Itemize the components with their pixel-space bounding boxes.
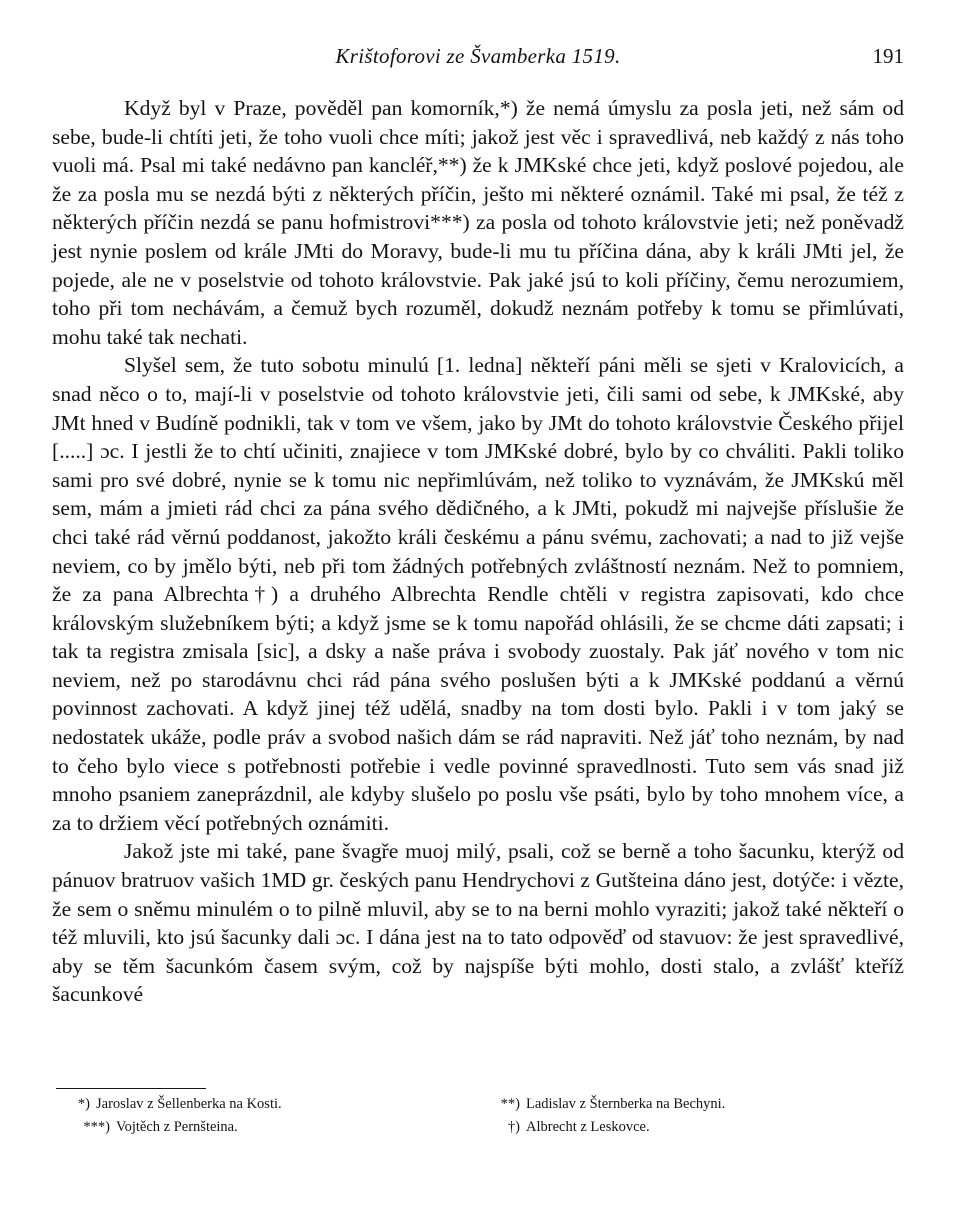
footnotes	[52, 1093, 904, 1139]
footnote-1	[52, 1093, 478, 1116]
footnote-text: Ladislav z Šternberka na Bechyni.	[526, 1096, 726, 1112]
paragraph-2: Slyšel sem, že tuto sobotu minulú [1. ledna] někteří páni měli se sjeti v Kralovicích, a snad něco o to, mají-li v poselstvie od tohoto královstvie jeti, čili sami od sebe, k JMKské, aby JMt hned v Budíně podnikli, tak v tom ve všem, jako by JMt do tohoto královstvie Českého přijel [.....] ɔc. I jestli že to chtí učiniti, znajiece v tom JMKské dobré, bylo by co chváliti. Pakli toliko sami pro své dobré, nynie se k tomu nic nepřimlúvám, než toliko to vyznávám, že JMKskú měl sem, mám a jmieti rád chci za pána svého dědičného, a k JMti, pokudž mi najvejše příslušie že chci také rád věrnú poddanost, jakožto králi českému a pánu svému, zachovati; a nad to již vejše neviem, co by jmělo býti, neb při tom žádných potřebných zvláštností neznám. Než to pomniem, že za pana Albrechta†) a druhého Albrechta Rendle chtěli v registra zapisovati, kdo chce královským služebníkem býti; a když jsme se k tomu napořád ohlásili, že se chcme dáti zapsati; i tak ta registra zmisala [sic], a dsky a naše práva i svobody zuostaly. Pak jáť nového v tom nic neviem, než po starodávnu chci rád pána svého poslušen býti a k JMKské poddanú a věrnú povinnost zachovati. A když jinej též udělá, snadby na tom dosti bylo. Pakli i v tom jaký se nedostatek ukáže, podle práv a svobod našich dám se rád napraviti. Než jáť toho neznám, by nad to čeho bylo viece s potřebnosti potřebie i vedle povinné spravedlnosti. Tuto sem vás snad již mnoho psaniem zaneprázdnil, ale kdyby slušelo po poslu vše psáti, bylo by toho mnohem více, a za to držiem věcí potřebných oznámiti.	[52, 353, 904, 835]
footnote-mark: †)	[507, 1119, 520, 1135]
footnote-mark: **)	[500, 1096, 520, 1112]
running-title: Krištoforovi ze Švamberka 1519.	[335, 44, 621, 68]
footnote-mark: ***)	[83, 1119, 110, 1135]
footnote-text: Jaroslav z Šellenberka na Kosti.	[96, 1096, 282, 1112]
footnote-3	[52, 1116, 478, 1139]
paragraph-3: Jakož jste mi také, pane švagře muoj milý, psali, což se berně a toho šacunku, kterýž od pánuov bratruov vašich 1MD gr. českých panu Hendrychovi z Gutšteina dáno jest, dotýče: i vězte, že sem o sněmu minulém o to pilně mluvil, aby se to na berni mohlo vyraziti; jakož také někteří o též mluvili, kto jsú šacunky dali ɔc. I dána jest na to tato odpověď od stavuov: že jest spravedlivé, aby se těm šacunkóm časem svým, což by najspíše býti mohlo, dosti stalo, a zvlášť kteříž šacunkové	[52, 839, 904, 1007]
footnote-row	[52, 1116, 904, 1139]
page-number: 191	[872, 44, 904, 68]
footnote-2	[478, 1093, 904, 1116]
footnote-row	[52, 1093, 904, 1116]
paragraph-1: Když byl v Praze, pověděl pan komorník,*) že nemá úmyslu za posla jeti, než sám od sebe, bude-li chtíti jeti, že toho vuoli chce míti; jakož jest věc i spravedlivá, neb každý z nás toho vuoli má. Psal mi také nedávno pan kancléř,**) že k JMKské chce jeti, když poslové pojedou, ale že za posla mu se nezdá býti z některých příčin, ješto mi některé oznámil. Také mi psal, že též z některých příčin nezdá se panu hofmistrovi***) za posla od tohoto královstvie jeti; než poněvadž jest nynie poslem od krále JMti do Moravy, bude-li mu tu příčina dána, aby k králi JMti jel, že pojede, ale ne v poselstvie od tohoto královstvie. Pak jaké jsú to koli příčiny, čemu nerozumiem, toho při tom nechávám, a čemuž bych rozuměl, dokudž neznám potřeby k tomu se přimlúvati, mohu také tak nechati.	[52, 96, 904, 349]
main-text	[52, 94, 904, 1009]
footnote-divider	[56, 1088, 206, 1089]
footnote-mark: *)	[77, 1096, 90, 1112]
footnote-4	[478, 1116, 904, 1139]
footnote-text: Vojtěch z Pernšteina.	[116, 1119, 238, 1135]
page-header	[52, 44, 904, 74]
footnote-text: Albrecht z Leskovce.	[526, 1119, 650, 1135]
